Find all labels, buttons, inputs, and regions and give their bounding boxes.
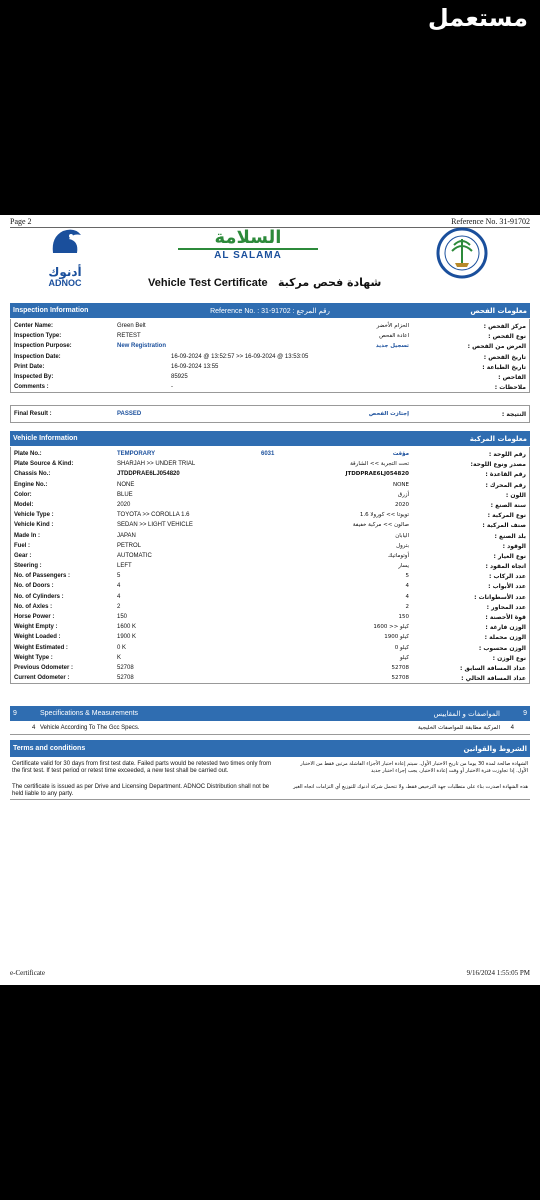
final-result-value-ar: إجتازت الفحص — [368, 411, 409, 417]
field-label: Inspected By: — [14, 373, 54, 380]
field-value-ar: كيلو << 1600 — [373, 624, 409, 631]
field-label-ar: بلد الصنع : — [494, 532, 526, 540]
terms-header — [10, 740, 530, 757]
terms-header-en: Terms and conditions — [13, 745, 86, 752]
info-row — [11, 653, 529, 663]
field-label: Weight Loaded : — [14, 634, 61, 641]
info-row — [11, 541, 529, 551]
info-row — [11, 622, 529, 632]
field-value-ar: 2020 — [395, 501, 409, 508]
field-label-ar: نوع الفحص : — [488, 333, 526, 341]
field-value: 2 — [117, 603, 121, 610]
field-label-ar: رقم اللوحة : — [488, 451, 526, 458]
field-value: TOYOTA >> COROLLA 1.6 — [117, 512, 190, 519]
info-row — [11, 632, 529, 642]
document-title: Vehicle Test Certificate — [148, 277, 268, 289]
salama-arabic: السلامة — [214, 227, 282, 248]
field-value-ar: مؤقت — [392, 451, 409, 457]
field-value: Green Belt — [117, 323, 146, 329]
field-label-ar: تاريخ الطباعة : — [482, 363, 526, 371]
field-label: Horse Power : — [14, 614, 55, 620]
field-value: PETROL — [117, 542, 142, 549]
footer-label: e-Certificate — [10, 969, 45, 977]
info-row — [11, 321, 529, 331]
info-row — [11, 612, 529, 622]
field-value-ar: صالون >> مركبة خفيفة — [352, 522, 409, 529]
info-row — [11, 602, 529, 612]
final-result-label: Final Result : — [14, 411, 52, 417]
certificate-document — [0, 215, 540, 985]
field-label: Vehicle Type : — [14, 512, 54, 519]
specs-title-ar: المواصفات و المقاييس — [433, 710, 500, 718]
adnoc-arabic: أدنوك — [48, 265, 82, 279]
field-value: AUTOMATIC — [117, 552, 152, 559]
info-row — [11, 469, 529, 479]
final-result-value: PASSED — [117, 411, 142, 417]
field-label-ar: نوع الغيار : — [493, 552, 526, 560]
field-label: Engine No.: — [14, 481, 48, 488]
info-row — [11, 571, 529, 581]
field-label: Weight Type : — [14, 654, 53, 661]
spec-row-text: Vehicle According To The Gcc Specs. — [40, 725, 140, 731]
field-value: SHARJAH >> UNDER TRIAL — [117, 461, 196, 468]
spec-row-num: 4 — [32, 725, 36, 731]
field-label: Vehicle Kind : — [14, 522, 54, 529]
field-value: K — [117, 654, 122, 661]
terms-divider — [10, 799, 530, 800]
field-label: Gear : — [14, 552, 32, 559]
specs-title: Specifications & Measurements — [40, 710, 139, 717]
field-value: 52708 — [117, 664, 134, 671]
document-title-arabic: شهادة فحص مركبة — [278, 276, 382, 289]
field-value: BLUE — [117, 491, 133, 498]
field-label: Weight Estimated : — [14, 644, 68, 651]
field-value-ar: 52708 — [391, 664, 409, 671]
field-label: Made In : — [14, 532, 41, 539]
field-value: LEFT — [117, 563, 132, 570]
info-row — [11, 673, 529, 683]
info-row — [11, 372, 529, 382]
field-value-ar: كيلو 1900 — [384, 634, 409, 641]
field-label-ar: نوع المركبة : — [487, 512, 526, 520]
field-label: Weight Empty : — [14, 624, 58, 631]
salama-name: AL SALAMA — [178, 248, 318, 261]
field-value-ar: أزرق — [397, 491, 409, 498]
al-salama-logo — [178, 227, 318, 261]
field-value: New Registration — [117, 343, 167, 350]
footer-timestamp: 9/16/2024 1:55:05 PM — [466, 969, 530, 977]
field-label-ar: الوقود : — [502, 542, 526, 550]
specs-count-r: 9 — [523, 710, 527, 717]
field-label-ar: سنة الصنع : — [490, 501, 526, 509]
vehicle-info-header — [10, 431, 530, 446]
spec-row-text-ar: المركبة مطابقة للمواصفات الخليجية — [417, 725, 500, 731]
field-value: 4 — [117, 583, 121, 590]
field-label-ar: الغرض من الفحص : — [467, 343, 526, 351]
field-value: 52708 — [117, 675, 134, 682]
terms-header-ar: الشروط والقوانين — [463, 745, 527, 753]
field-label-ar: عدد المحاور : — [486, 603, 526, 611]
field-value-center: 16-09-2024 13:55 — [171, 363, 219, 370]
field-value: 150 — [117, 614, 128, 620]
field-label-ar: الوزن فارغة : — [485, 624, 526, 632]
field-label-ar: مصدر ونوع اللوحة: — [470, 461, 526, 469]
field-label: Steering : — [14, 563, 42, 570]
vehicle-header-ar: معلومات المركبة — [469, 435, 527, 443]
field-value: 1900 K — [117, 634, 137, 641]
field-label-ar: رقم المحرك : — [485, 481, 526, 489]
field-label: Center Name: — [14, 323, 54, 329]
inspection-header-en: Inspection Information — [13, 307, 89, 314]
field-label: Inspection Purpose: — [14, 343, 72, 350]
field-label-ar: عدد الأبواب : — [488, 583, 526, 591]
field-label-ar: عدد الأسطوانات : — [474, 593, 526, 601]
info-row — [11, 490, 529, 500]
field-label: Comments : — [14, 384, 49, 391]
field-value-ar: NONE — [392, 481, 409, 488]
field-value-ar: 150 — [398, 614, 409, 620]
inspection-header-ar: معلومات الفحص — [470, 307, 527, 315]
spec-row — [10, 722, 530, 735]
field-label: No. of Doors : — [14, 583, 54, 590]
info-row — [11, 520, 529, 530]
field-value-ar: 52708 — [391, 675, 409, 682]
field-label-ar: عدد الركاب : — [488, 573, 526, 581]
field-value-ar: كيلو 0 — [394, 644, 409, 651]
info-row — [11, 341, 529, 351]
info-row — [11, 643, 529, 653]
field-label-ar: الفاحص : — [498, 373, 526, 381]
field-value-ar: تويوتا >> كورولا 1.6 — [359, 512, 409, 519]
field-label-ar: ملاحظات : — [494, 384, 526, 392]
field-label-ar: عداد المسافة السابق : — [460, 664, 526, 672]
field-label-ar: اللون : — [505, 491, 526, 499]
field-label-ar: تاريخ الفحص : — [483, 353, 526, 361]
field-value: JTDDPRAE6LJ054820 — [117, 471, 180, 478]
field-value-ar: كيلو — [400, 654, 409, 661]
field-value-center: 85925 — [171, 373, 188, 380]
terms-text-1: Certificate valid for 30 days from first test date. Failed parts would be retested two times only from the first test. If test period or retest time exceeded, a new test shall be carried out. — [12, 761, 272, 774]
field-value: TEMPORARY — [117, 451, 156, 457]
info-row — [11, 510, 529, 520]
field-label: Print Date: — [14, 363, 45, 370]
field-value-ar: يسار — [398, 563, 409, 570]
field-label-ar: نوع الوزن : — [492, 654, 526, 662]
field-label: Plate Source & Kind: — [14, 461, 74, 468]
specs-header — [10, 706, 530, 721]
vehicle-header-en: Vehicle Information — [13, 435, 78, 442]
info-row — [11, 551, 529, 561]
field-label-ar: اتجاه المقود : — [485, 563, 526, 571]
field-label: Current Odometer : — [14, 675, 70, 682]
field-value-ar: 2 — [405, 603, 409, 610]
info-row — [11, 561, 529, 571]
info-row — [11, 531, 529, 541]
final-result-block — [10, 405, 530, 423]
field-value-ar: 4 — [405, 583, 409, 590]
info-row — [11, 459, 529, 469]
info-row — [11, 449, 529, 459]
field-value: 0 K — [117, 644, 127, 651]
field-value-ar: 5 — [405, 573, 409, 580]
field-label-ar: الوزن محسوب : — [478, 644, 526, 652]
info-row — [11, 592, 529, 602]
inspection-info-block — [10, 319, 530, 393]
vehicle-info-block — [10, 447, 530, 684]
inspection-header-ref: Reference No. : 31-91702 : رقم المرجع — [210, 308, 330, 315]
reference-number: Reference No. 31-91702 — [451, 217, 530, 226]
field-value-ar: أوتوماتيك — [387, 552, 409, 559]
info-row — [11, 663, 529, 673]
field-label: Plate No.: — [14, 451, 42, 457]
terms-text-1-ar: الشهادة صالحة لمدة 30 يوما من تاريخ الاختبار الأول. سيتم إعادة اختبار الأجزاء الفاشلة مرتين فقط من الاختبار الأول. إذا تجاوزت فترة الاختبار أو وقت إعادة الاختبار، يجب إجراء اختبار جديد — [300, 761, 528, 774]
terms-text-2-ar: هذه الشهادة اصدرت بناء على متطلبات جهة الترخيص فقط، ولا تتحمل شركة أدنوك للتوزيع أي التزامات اتجاه الغير — [293, 784, 528, 790]
info-row — [11, 500, 529, 510]
field-value: 5 — [117, 573, 121, 580]
field-label-ar: صنف المركبة : — [482, 522, 526, 530]
field-value: NONE — [117, 481, 135, 488]
field-value-center: - — [171, 384, 173, 391]
field-label: Fuel : — [14, 542, 30, 549]
final-result-label-ar: النتيجة : — [501, 411, 526, 418]
field-label: Model: — [14, 501, 34, 508]
info-row — [11, 581, 529, 591]
field-value-ar: 4 — [405, 593, 409, 600]
field-value: RETEST — [117, 333, 141, 340]
info-row — [11, 352, 529, 362]
field-value: JAPAN — [117, 532, 136, 539]
field-value: SEDAN >> LIGHT VEHICLE — [117, 522, 193, 529]
field-value-ar: تحت التجربة >> الشارقة — [350, 461, 409, 468]
field-label: No. of Axles : — [14, 603, 53, 610]
field-label-ar: قوة الأحصنة : — [485, 614, 526, 621]
field-value-ar: اعادة الفحص — [379, 333, 409, 340]
field-label: No. of Cylinders : — [14, 593, 64, 600]
field-label-ar: مركز الفحص : — [483, 323, 526, 330]
adnoc-name: ADNOC — [48, 278, 82, 288]
field-label: Inspection Date: — [14, 353, 61, 360]
info-row — [11, 331, 529, 341]
info-row — [11, 382, 529, 392]
police-emblem-icon — [436, 227, 488, 279]
field-value: 2020 — [117, 501, 131, 508]
field-value-ar: JTDDPRAE6LJ054820 — [345, 471, 409, 478]
watermark-logo: مستعمل — [427, 4, 528, 32]
field-value-center: 6031 — [261, 451, 275, 457]
terms-text-2: The certificate is issued as per Drive and Licensing Department. ADNOC Distribution shall not be held liable to any party. — [12, 784, 270, 797]
field-label-ar: عداد المسافة الحالي : — [461, 675, 526, 683]
page-number: Page 2 — [10, 217, 32, 226]
field-label-ar: رقم القاعدة : — [485, 471, 526, 479]
field-label: Inspection Type: — [14, 333, 62, 340]
field-value: 4 — [117, 593, 121, 600]
falcon-icon — [45, 223, 85, 261]
field-value-ar: الحزام الأخضر — [376, 323, 409, 329]
field-label-ar: الوزن محملة : — [484, 634, 526, 642]
field-label: Chassis No.: — [14, 471, 51, 478]
spec-row-num-r: 4 — [510, 725, 514, 731]
info-row — [11, 362, 529, 372]
field-value: 1600 K — [117, 624, 137, 631]
field-value-center: 16-09-2024 @ 13:52:57 >> 16-09-2024 @ 13:53:05 — [171, 353, 309, 360]
field-label: No. of Passengers : — [14, 573, 71, 580]
inspection-info-header — [10, 303, 530, 318]
adnoc-logo — [40, 223, 90, 288]
field-label: Color: — [14, 491, 32, 498]
field-value-ar: تسجيل جديد — [375, 343, 409, 350]
field-label: Previous Odometer : — [14, 664, 74, 671]
field-value-ar: بترول — [396, 542, 409, 549]
field-value-ar: اليابان — [395, 532, 409, 539]
info-row — [11, 480, 529, 490]
specs-count: 9 — [13, 710, 17, 717]
